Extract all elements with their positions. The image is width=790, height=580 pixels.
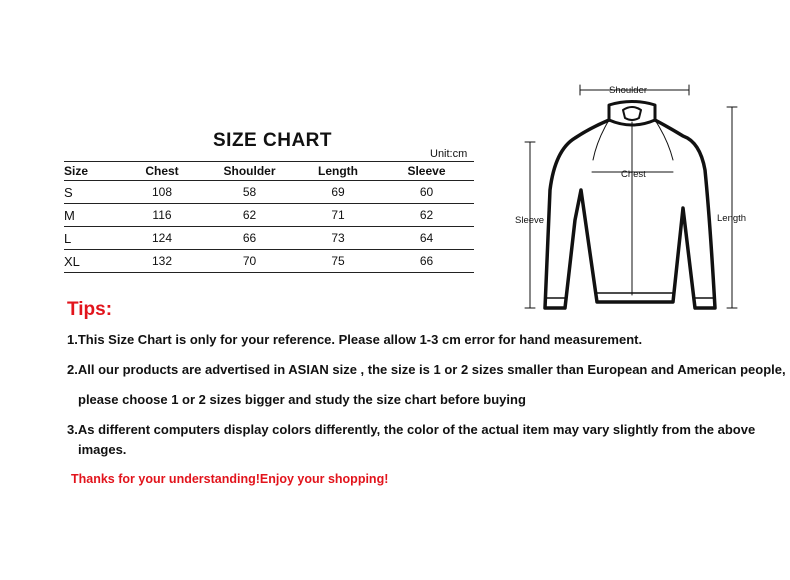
tip-3: 3.As different computers display colors differently, the color of the actual item may vary slightly from the above [67, 422, 756, 437]
table-row [64, 227, 474, 250]
cell-size: XL [64, 250, 122, 273]
cell-chest: 124 [122, 227, 202, 250]
length-label: Length [717, 213, 747, 224]
table-header-row [64, 162, 474, 181]
cell-length: 71 [297, 204, 379, 227]
cell-shoulder: 66 [202, 227, 297, 250]
cell-chest: 108 [122, 181, 202, 204]
cell-length: 69 [297, 181, 379, 204]
sleeve-label: Sleeve [515, 215, 545, 226]
shoulder-label: Shoulder [609, 85, 648, 96]
cell-size: M [64, 204, 122, 227]
cell-shoulder: 58 [202, 181, 297, 204]
tips-heading: Tips: [67, 299, 113, 320]
jacket-body-outline [545, 120, 715, 308]
cell-sleeve: 62 [379, 204, 474, 227]
tip-1: 1.This Size Chart is only for your reference. Please allow 1-3 cm error for hand measurement. [67, 332, 643, 347]
collar-inner [623, 107, 641, 120]
cell-chest: 116 [122, 204, 202, 227]
chest-label: Chest [621, 169, 646, 180]
unit-label: Unit:cm [430, 148, 468, 160]
table-row [64, 250, 474, 273]
cell-length: 75 [297, 250, 379, 273]
header-shoulder: Shoulder [202, 162, 297, 181]
table-row [64, 204, 474, 227]
cell-chest: 132 [122, 250, 202, 273]
cell-size: S [64, 181, 122, 204]
cell-length: 73 [297, 227, 379, 250]
jacket-collar [609, 102, 655, 126]
header-length: Length [297, 162, 379, 181]
tip-3-continued: images. [78, 442, 127, 457]
cell-size: L [64, 227, 122, 250]
cell-sleeve: 66 [379, 250, 474, 273]
jacket-measurement-diagram [505, 80, 765, 320]
header-size: Size [64, 162, 122, 181]
cell-shoulder: 62 [202, 204, 297, 227]
cell-sleeve: 60 [379, 181, 474, 204]
thanks-message: Thanks for your understanding!Enjoy your shopping! [71, 472, 389, 486]
table-row [64, 181, 474, 204]
size-chart-title: SIZE CHART [213, 130, 332, 151]
tip-2: 2.All our products are advertised in ASIAN size , the size is 1 or 2 sizes smaller than European and American people, [67, 362, 786, 377]
size-table [64, 161, 474, 273]
cell-shoulder: 70 [202, 250, 297, 273]
header-sleeve: Sleeve [379, 162, 474, 181]
tip-2-continued: please choose 1 or 2 sizes bigger and study the size chart before buying [78, 392, 526, 407]
header-chest: Chest [122, 162, 202, 181]
cell-sleeve: 64 [379, 227, 474, 250]
